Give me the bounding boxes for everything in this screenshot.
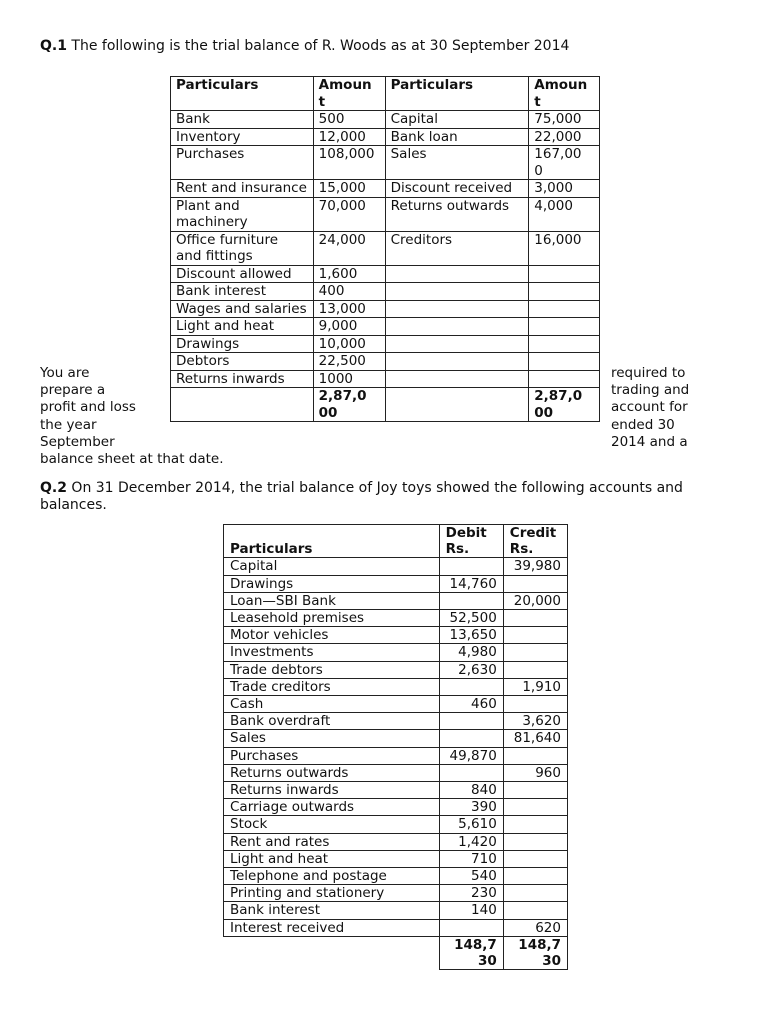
table-row	[224, 919, 568, 936]
table-cell: 840	[439, 782, 503, 799]
table-cell: 620	[503, 919, 567, 936]
instruction-line: prepare a	[40, 382, 106, 399]
table-cell: 81,640	[503, 730, 567, 747]
q1-label: Q.1	[40, 38, 67, 54]
table-row	[224, 764, 568, 781]
table-cell	[503, 868, 567, 885]
column-header: Particulars	[171, 77, 314, 111]
table-row	[171, 370, 600, 388]
table-cell: 16,000	[529, 231, 600, 265]
table-row	[224, 575, 568, 592]
table-cell: Light and heat	[171, 318, 314, 336]
table-cell: Office furniture and fittings	[171, 231, 314, 265]
q1-instruction-right	[611, 365, 689, 451]
table-cell: Returns inwards	[224, 782, 440, 799]
table-row	[171, 335, 600, 353]
table-cell: Bank interest	[224, 902, 440, 919]
table-cell: Bank	[171, 111, 314, 129]
table-cell	[385, 370, 529, 388]
instruction-line: trading and	[611, 382, 690, 399]
table-cell: 70,000	[313, 197, 385, 231]
table-cell	[385, 388, 529, 422]
table-cell	[385, 335, 529, 353]
q1-heading	[40, 38, 569, 54]
table-cell	[529, 318, 600, 336]
table-cell: Purchases	[224, 747, 440, 764]
table-row	[224, 850, 568, 867]
table-row	[171, 265, 600, 283]
table-cell: 540	[439, 868, 503, 885]
table-cell: Bank loan	[385, 128, 529, 146]
table-cell	[439, 713, 503, 730]
table-cell	[503, 902, 567, 919]
table-cell: 24,000	[313, 231, 385, 265]
table-cell: 230	[439, 885, 503, 902]
table-cell: 13,650	[439, 627, 503, 644]
table-cell: 2,630	[439, 661, 503, 678]
table-cell	[171, 388, 314, 422]
table-cell	[503, 833, 567, 850]
q2-text-line1: On 31 December 2014, the trial balance of Joy toys showed the following accounts and	[66, 480, 683, 496]
table-cell: Trade debtors	[224, 661, 440, 678]
table-cell: 22,000	[529, 128, 600, 146]
total-debit: 2,87,0 00	[313, 388, 385, 422]
column-header: Particulars	[224, 525, 440, 558]
table-cell: 14,760	[439, 575, 503, 592]
total-row	[171, 388, 600, 422]
table-cell: Creditors	[385, 231, 529, 265]
instruction-line: You are	[40, 365, 90, 381]
table-row	[171, 146, 600, 180]
table-cell: 1,600	[313, 265, 385, 283]
table-cell: Cash	[224, 696, 440, 713]
column-header: Amoun t	[313, 77, 385, 111]
table-row	[224, 885, 568, 902]
table-cell: Debtors	[171, 353, 314, 371]
table-cell: 960	[503, 764, 567, 781]
table-row	[224, 816, 568, 833]
table-cell	[439, 919, 503, 936]
table-cell: 75,000	[529, 111, 600, 129]
q1-instruction-last: balance sheet at that date.	[40, 451, 224, 467]
table-cell: 4,980	[439, 644, 503, 661]
total-credit: 148,7 30	[503, 936, 567, 969]
q2-text-line2: balances.	[40, 497, 107, 513]
table-cell	[503, 816, 567, 833]
table-cell: Stock	[224, 816, 440, 833]
table-cell	[503, 644, 567, 661]
table-row	[224, 902, 568, 919]
table-cell: 108,000	[313, 146, 385, 180]
table-cell: 9,000	[313, 318, 385, 336]
table-row	[224, 713, 568, 730]
table-row	[171, 300, 600, 318]
table-row	[171, 283, 600, 301]
table-cell: Rent and insurance	[171, 180, 314, 198]
total-credit: 2,87,0 00	[529, 388, 600, 422]
table-cell	[503, 661, 567, 678]
table-cell: 400	[313, 283, 385, 301]
table-row	[224, 696, 568, 713]
table-cell: 52,500	[439, 610, 503, 627]
table-cell: Investments	[224, 644, 440, 661]
table-cell: 20,000	[503, 592, 567, 609]
table-cell: Plant and machinery	[171, 197, 314, 231]
total-row	[224, 936, 568, 969]
table-cell: 39,980	[503, 558, 567, 575]
table-cell	[439, 764, 503, 781]
table-cell: Discount received	[385, 180, 529, 198]
table-cell: Discount allowed	[171, 265, 314, 283]
q2-label: Q.2	[40, 480, 67, 496]
table-cell: Returns inwards	[171, 370, 314, 388]
table-cell	[224, 936, 440, 969]
table-cell: Trade creditors	[224, 678, 440, 695]
q1-trial-balance-table	[170, 76, 600, 422]
table-cell	[503, 850, 567, 867]
column-header: Debit Rs.	[439, 525, 503, 558]
table-cell: Wages and salaries	[171, 300, 314, 318]
table-cell	[529, 370, 600, 388]
table-row	[171, 353, 600, 371]
table-cell	[503, 799, 567, 816]
total-debit: 148,7 30	[439, 936, 503, 969]
table-cell: 167,00 0	[529, 146, 600, 180]
table-row	[224, 782, 568, 799]
table-row	[224, 592, 568, 609]
table-row	[224, 644, 568, 661]
table-cell: Returns outwards	[224, 764, 440, 781]
table-cell: 390	[439, 799, 503, 816]
table-cell: Motor vehicles	[224, 627, 440, 644]
table-row	[224, 730, 568, 747]
table-cell	[503, 782, 567, 799]
table-cell	[385, 300, 529, 318]
instruction-line: the year	[40, 416, 97, 433]
table-cell: 49,870	[439, 747, 503, 764]
table-cell	[439, 730, 503, 747]
q2-heading	[40, 480, 683, 496]
table-cell	[503, 610, 567, 627]
table-cell: 15,000	[313, 180, 385, 198]
instruction-line: ended 30	[611, 416, 675, 433]
table-cell: 4,000	[529, 197, 600, 231]
table-cell: 710	[439, 850, 503, 867]
column-header: Amoun t	[529, 77, 600, 111]
table-row	[224, 558, 568, 575]
table-row	[171, 111, 600, 129]
table-cell: 500	[313, 111, 385, 129]
table-row	[171, 231, 600, 265]
table-cell: Interest received	[224, 919, 440, 936]
table-cell	[385, 318, 529, 336]
instruction-line: account for	[611, 399, 688, 416]
table-cell	[529, 335, 600, 353]
instruction-line: profit and loss	[40, 399, 136, 416]
q2-trial-balance-table	[223, 524, 568, 970]
table-cell: Purchases	[171, 146, 314, 180]
table-cell	[529, 353, 600, 371]
table-cell: 10,000	[313, 335, 385, 353]
table-cell: Bank interest	[171, 283, 314, 301]
table-row	[224, 799, 568, 816]
table-cell	[529, 265, 600, 283]
table-header-row	[224, 525, 568, 558]
table-cell: Inventory	[171, 128, 314, 146]
table-cell: 22,500	[313, 353, 385, 371]
instruction-line: September	[40, 433, 115, 450]
table-cell: 1000	[313, 370, 385, 388]
table-cell: Drawings	[224, 575, 440, 592]
table-cell	[439, 592, 503, 609]
table-row	[224, 627, 568, 644]
table-cell: Telephone and postage	[224, 868, 440, 885]
table-cell: Light and heat	[224, 850, 440, 867]
table-cell	[503, 575, 567, 592]
table-row	[224, 747, 568, 764]
table-cell	[503, 627, 567, 644]
table-row	[171, 128, 600, 146]
table-row	[224, 661, 568, 678]
table-cell: Capital	[224, 558, 440, 575]
table-cell	[439, 678, 503, 695]
table-cell	[503, 747, 567, 764]
table-row	[224, 610, 568, 627]
table-cell: Returns outwards	[385, 197, 529, 231]
table-cell: 3,620	[503, 713, 567, 730]
table-row	[224, 678, 568, 695]
table-cell: Bank overdraft	[224, 713, 440, 730]
table-cell: Loan—SBI Bank	[224, 592, 440, 609]
q1-text: The following is the trial balance of R. Woods as at 30 September 2014	[66, 38, 570, 54]
table-cell: Carriage outwards	[224, 799, 440, 816]
table-cell: 3,000	[529, 180, 600, 198]
table-cell: Capital	[385, 111, 529, 129]
table-cell: 1,910	[503, 678, 567, 695]
table-row	[171, 318, 600, 336]
table-cell	[529, 300, 600, 318]
table-cell	[385, 353, 529, 371]
table-cell	[385, 283, 529, 301]
table-cell: 13,000	[313, 300, 385, 318]
table-cell: Sales	[224, 730, 440, 747]
table-cell	[503, 696, 567, 713]
table-row	[224, 868, 568, 885]
table-cell: 460	[439, 696, 503, 713]
column-header: Credit Rs.	[503, 525, 567, 558]
table-cell: Printing and stationery	[224, 885, 440, 902]
table-cell	[385, 265, 529, 283]
table-header-row	[171, 77, 600, 111]
table-row	[171, 180, 600, 198]
table-row	[171, 197, 600, 231]
table-cell	[439, 558, 503, 575]
column-header: Particulars	[385, 77, 529, 111]
table-cell: 140	[439, 902, 503, 919]
table-row	[224, 833, 568, 850]
table-cell: 1,420	[439, 833, 503, 850]
table-cell	[529, 283, 600, 301]
q1-instruction-left	[40, 365, 136, 451]
table-cell: Drawings	[171, 335, 314, 353]
table-cell: 5,610	[439, 816, 503, 833]
table-cell: Rent and rates	[224, 833, 440, 850]
table-cell: Sales	[385, 146, 529, 180]
table-cell	[503, 885, 567, 902]
table-cell: 12,000	[313, 128, 385, 146]
instruction-line: required to	[611, 365, 686, 381]
instruction-line: 2014 and a	[611, 433, 688, 450]
table-cell: Leasehold premises	[224, 610, 440, 627]
